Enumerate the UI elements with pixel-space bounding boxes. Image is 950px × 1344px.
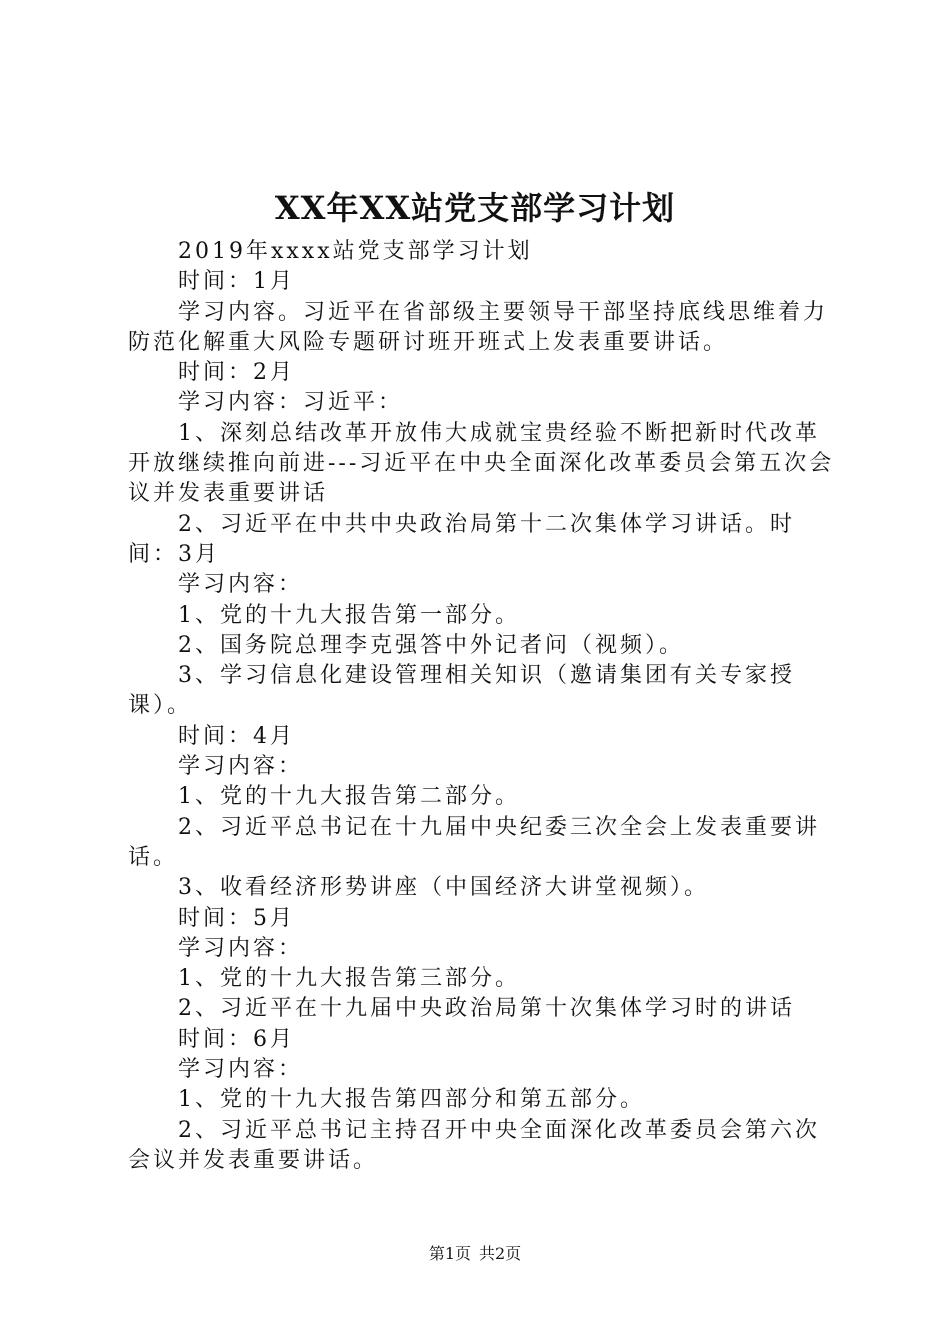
paragraph-subtitle: 2019年xxxx站党支部学习计划 [178, 239, 533, 264]
page-total: 共2页 [479, 1244, 522, 1263]
page-number: 第1页 [428, 1244, 471, 1263]
paragraph: 学习内容： [178, 1057, 304, 1083]
paragraph-time-feb: 时间：2月 [178, 360, 295, 386]
document-title: XX年XX站党支部学习计划 [274, 189, 676, 227]
paragraph: 3、学习信息化建设管理相关知识（邀请集团有关专家授课）。 [128, 663, 795, 719]
paragraph: 1、党的十九大报告第四部分和第五部分。 [178, 1087, 645, 1113]
paragraph: 学习内容。习近平在省部级主要领导干部坚持底线思维着力防范化解重大风险专题研讨班开班式上发表重要讲话。 [128, 299, 829, 355]
paragraph: 1、党的十九大报告第二部分。 [178, 784, 520, 810]
paragraph: 2、习近平总书记主持召开中央全面深化改革委员会第六次会议并发表重要讲话。 [128, 1117, 820, 1173]
paragraph: 学习内容： [178, 572, 304, 598]
paragraph-time-may: 时间：5月 [178, 905, 295, 931]
page-footer [0, 1242, 950, 1266]
paragraph: 1、党的十九大报告第一部分。 [178, 602, 520, 628]
paragraph: 1、深刻总结改革开放伟大成就宝贵经验不断把新时代改革开放继续推向前进---习近平在中央全面深化改革委员会第五次会议并发表重要讲话 [128, 420, 835, 507]
paragraph: 3、收看经济形势讲座（中国经济大讲堂视频）。 [178, 875, 709, 901]
paragraph-time-apr: 时间：4月 [178, 723, 295, 749]
paragraph: 2、习近平在十九届中央政治局第十次集体学习时的讲话 [178, 996, 795, 1022]
paragraph: 2、习近平总书记在十九届中央纪委三次全会上发表重要讲话。 [128, 814, 820, 870]
paragraph: 1、党的十九大报告第三部分。 [178, 966, 520, 992]
document-body [128, 237, 840, 1176]
paragraph: 学习内容： [178, 935, 304, 961]
paragraph: 2、习近平在中共中央政治局第十二次集体学习讲话。时间：3月 [128, 511, 795, 567]
paragraph-time-jan: 时间：1月 [178, 269, 295, 295]
paragraph: 学习内容： [178, 754, 304, 780]
paragraph: 学习内容：习近平： [178, 390, 404, 416]
paragraph: 2、国务院总理李克强答中外记者问（视频）。 [178, 632, 684, 658]
paragraph-time-jun: 时间：6月 [178, 1026, 295, 1052]
